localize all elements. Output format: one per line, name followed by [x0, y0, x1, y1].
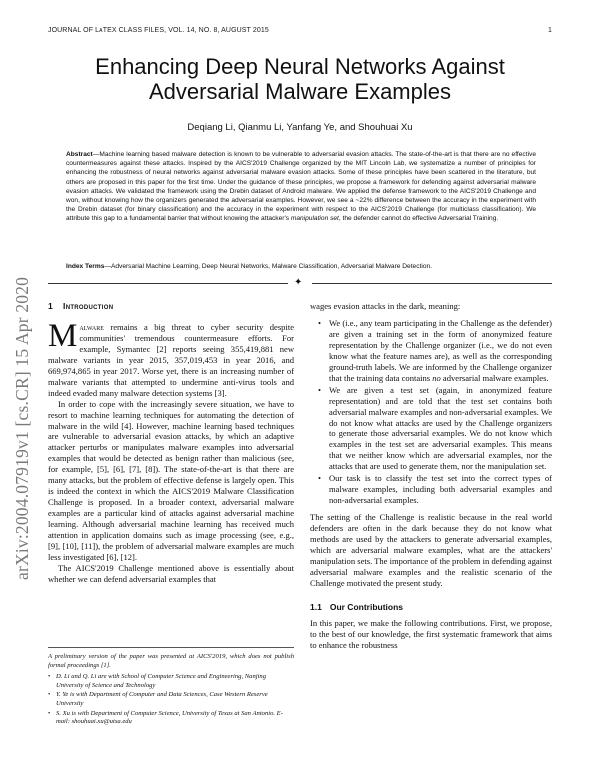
contributions-paragraph: In this paper, we make the following contributions. First, we propose, to the best of our knowledge, the first systematic framework that aims to enhance the robustness — [310, 617, 552, 650]
title-line-1: Enhancing Deep Neural Networks Against — [95, 54, 505, 79]
abstract-italic: manipulation set — [290, 215, 339, 223]
list-item: • S. Xu is with Department of Computer Science, University of Texas at San Antonio. E-mail: shouhuai.xu@utsa.edu — [56, 710, 294, 727]
challenge-bullets — [310, 318, 552, 506]
section-title: Introduction — [63, 301, 114, 311]
right-column — [310, 301, 552, 651]
abstract-text: —Machine learning based malware detection is known to be vulnerable to adversarial evasion attacks. The state-of-the-art is that there are no effective countermeasures against these attacks. Inspired by the AICS'2019 Challenge organized by the MIT Lincoln Lab, we systematize a number of principles for enhancing the robustness of neural networks against adversarial malware evasion attacks. Some of these principles have been scattered in the literature, but others are proposed in this paper for the first time. Under the guidance of these principles, we propose a framework for defending against adversarial malware evasion attacks. We validated the framework using the Drebin dataset of Android malware. We applied the defense framework to the AICS'2019 Challenge and won, without knowing how the organizers generated the adversarial examples. However, we see a ~22% difference between the accuracy in the experiment with the Drebin dataset (for binary classification) and the accuracy in the experiment with respect to the AICS'2019 Challenge (for multiclass classification). We attribute this gap to a fundamental barrier that without knowing the attacker's — [66, 151, 536, 223]
smallcaps-word: alware — [79, 321, 104, 332]
list-item: • We (i.e., any team participating in the Challenge as the defender) are given a training set in the form of anonymized feature representation by the Challenge organizer (i.e., we do not even know what the feature names are), as well as the corresponding ground-truth labels. We are informed by the Challenge organizer that the training data contains no adversarial malware examples. — [329, 318, 552, 384]
journal-name: JOURNAL OF LᴀTEX CLASS FILES, VOL. 14, NO. 8, AUGUST 2015 — [48, 27, 269, 34]
subsection-number: 1.1 — [310, 601, 322, 612]
intro-paragraph-1 — [48, 317, 294, 399]
divider-line-left — [48, 283, 288, 284]
footnote-note: A preliminary version of the paper was presented at AICS'2019, which does not publish formal proceedings [1]. — [48, 653, 294, 669]
section-divider — [48, 277, 552, 288]
divider-diamond-icon: ✦ — [294, 277, 303, 288]
challenge-intro: wages evasion attacks in the dark, meaning: — [310, 301, 461, 311]
running-header — [48, 27, 552, 39]
list-item: • Y. Ye is with Department of Computer and Data Sciences, Case Western Reserve University — [56, 691, 294, 708]
subsection-heading — [310, 602, 552, 613]
index-terms-label: Index Terms — [66, 263, 105, 270]
drop-cap: M — [48, 317, 78, 354]
paper-title — [48, 54, 552, 104]
author-list: Deqiang Li, Qianmu Li, Yanfang Ye, and Shouhuai Xu — [187, 122, 413, 133]
index-terms — [66, 262, 536, 271]
abstract-tail: , the defender cannot do effective Adversarial Training. — [338, 215, 499, 223]
list-item: • D. Li and Q. Li are with School of Computer Science and Engineering, Nanjing University of Science and Technology — [56, 673, 294, 690]
arxiv-stamp: arXiv:2004.07919v1 [cs.CR] 15 Apr 2020 — [12, 276, 32, 580]
intro-paragraph-1-text: remains a big threat to cyber security despite communities' tremendous countermeasure efforts. For example, Symantec [2] reports seeing 355,419,881 new malware variants in year 2015, 357,019,453 in year 2016, and 669,974,865 in year 2017. Worse yet, there is an increasing number of malware variants that attempted to undermine anti-virus tools and indeed evaded many malware detection systems [3]. — [48, 321, 294, 398]
divider-line-right — [312, 283, 552, 284]
page-number: 1 — [548, 27, 552, 34]
list-item: • Our task is to classify the test set into the correct types of malware examples, including both adversarial examples and non-adversarial examples. — [329, 473, 552, 506]
footnote-rule — [48, 647, 294, 648]
intro-paragraph-2: In order to cope with the increasingly severe situation, we have to resort to machine learning techniques for automating the detection of malware in the wild [4]. However, machine learning based techniques are vulnerable to adversarial evasion attacks, by which an adaptive attacker perturbs or manipulates malware examples into adversarial examples that would be detected as benign rather than malicious (see, for example, [5], [6], [7], [8]). The state-of-the-art is that there are many attacks, but the problem of effective defense is largely open. This is indeed the context in which the AICS'2019 Malware Classification Challenge is proposed. In a broader context, adversarial malware examples are a particular kind of attacks against adversarial machine learning. Although adversarial machine learning has received much attention in application domains such as image processing (see, e.g., [9], [10], [11]), the problem of adversarial malware examples are much less investigated [6], [12]. — [48, 398, 294, 562]
list-item: • We are given a test set (again, in anonymized feature representation) and are told that the test set contains both adversarial malware examples and non-adversarial examples. We do not know what attacks are used by the Challenge organizers to generate those adversarial examples. We do not know which examples in the test set are adversarial examples. This means that we neither know which are adversarial examples, nor the attacks that are used to generate them, nor the manipulation set. — [329, 385, 552, 473]
challenge-setting-paragraph: The setting of the Challenge is realistic because in the real world defenders are often in the dark because they do not know what methods are used by the attackers to generate adversarial examples, which are adversarial malware examples, what are the attackers' manipulation sets. The importance of the problem in defending against adversarial malware examples and the realistic scenario of the Challenge motivated the present study. — [310, 512, 552, 588]
index-terms-text: —Adversarial Machine Learning, Deep Neural Networks, Malware Classification, Adversarial Malware Detection. — [104, 263, 432, 270]
title-line-2: Adversarial Malware Examples — [149, 79, 451, 104]
left-column — [48, 301, 294, 585]
section-heading — [48, 301, 294, 312]
abstract — [66, 150, 536, 224]
abstract-label: Abstract — [66, 151, 93, 158]
section-number: 1 — [48, 301, 54, 311]
affiliation-list — [48, 673, 294, 727]
footnotes — [48, 647, 294, 728]
intro-paragraph-3: The AICS'2019 Challenge mentioned above is essentially about whether we can defend adversarial examples that — [48, 562, 294, 584]
subsection-title: Our Contributions — [329, 601, 404, 612]
